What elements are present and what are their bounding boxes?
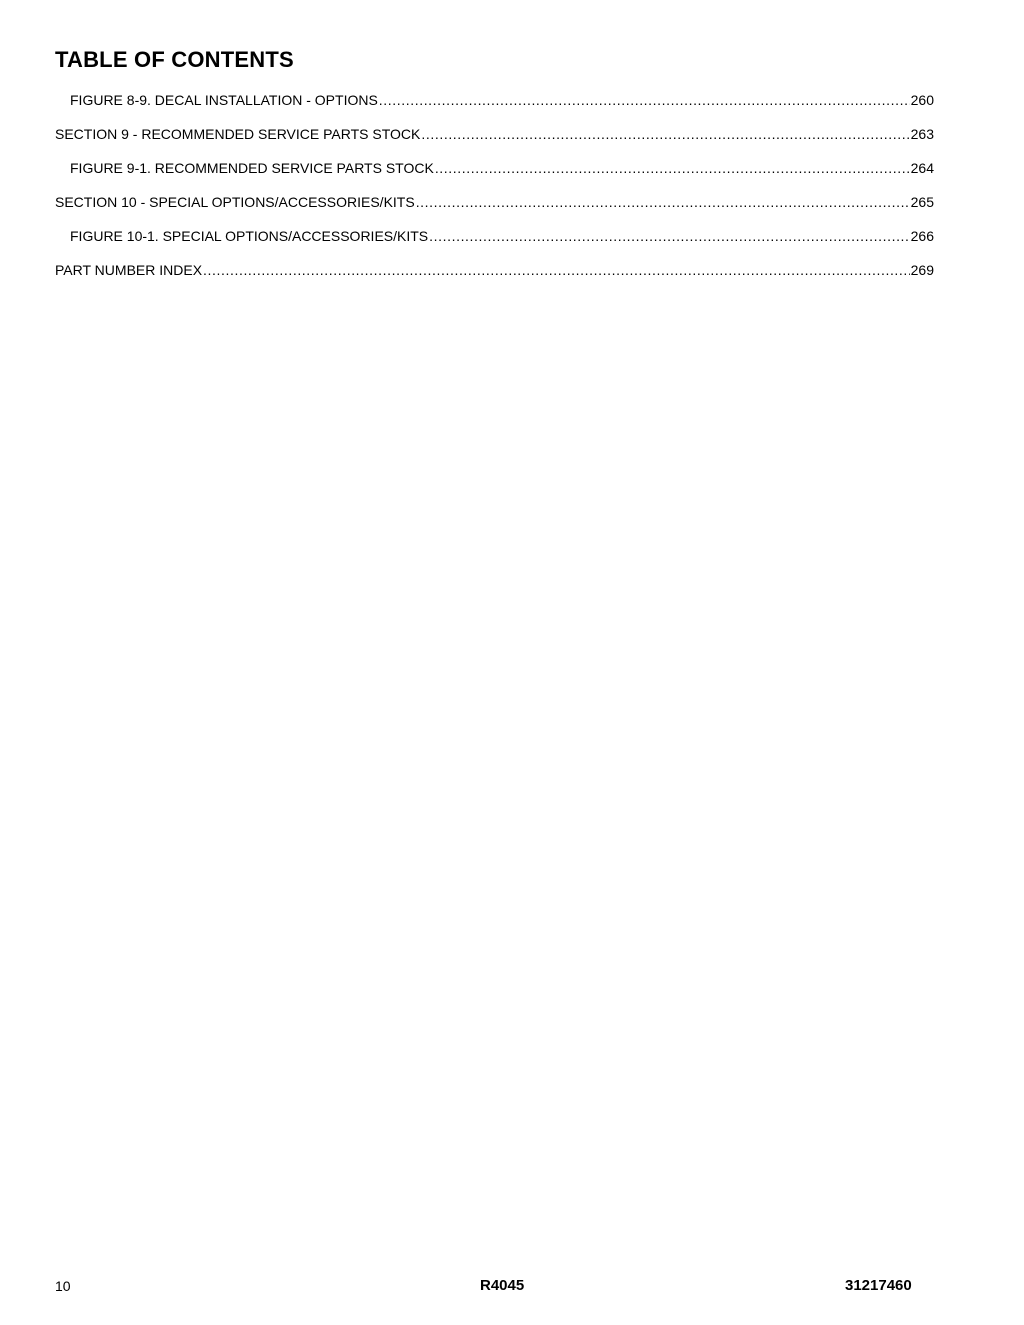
toc-entry-section-9[interactable] [55,125,934,159]
toc-dot-leader [416,193,910,211]
footer-page-number: 10 [55,1278,71,1294]
table-of-contents [55,91,934,295]
toc-entry-title: FIGURE 8-9. DECAL INSTALLATION - OPTIONS [70,92,378,108]
toc-entry-title: PART NUMBER INDEX [55,262,203,278]
toc-entry-page: 269 [910,262,934,278]
toc-dot-leader [421,125,909,143]
toc-entry-page: 263 [910,126,934,142]
toc-dot-leader [203,261,910,279]
toc-dot-leader [379,91,910,109]
toc-dot-leader [435,159,910,177]
toc-dot-leader [429,227,910,245]
toc-entry-page: 260 [910,92,934,108]
toc-entry-figure-8-9[interactable] [55,91,934,125]
toc-entry-figure-10-1[interactable] [55,227,934,261]
toc-entry-part-number-index[interactable] [55,261,934,295]
toc-entry-title: SECTION 10 - SPECIAL OPTIONS/ACCESSORIES/KITS [55,194,415,210]
toc-entry-page: 266 [910,228,934,244]
footer-document-number: 31217460 [845,1277,912,1294]
page-title: TABLE OF CONTENTS [55,47,294,72]
toc-entry-page: 264 [910,160,934,176]
footer-model: R4045 [480,1277,525,1294]
toc-entry-figure-9-1[interactable] [55,159,934,193]
toc-entry-page: 265 [910,194,934,210]
toc-entry-title: FIGURE 9-1. RECOMMENDED SERVICE PARTS STOCK [70,160,434,176]
toc-entry-title: SECTION 9 - RECOMMENDED SERVICE PARTS STOCK [55,126,421,142]
toc-entry-section-10[interactable] [55,193,934,227]
toc-entry-title: FIGURE 10-1. SPECIAL OPTIONS/ACCESSORIES/KITS [70,228,429,244]
